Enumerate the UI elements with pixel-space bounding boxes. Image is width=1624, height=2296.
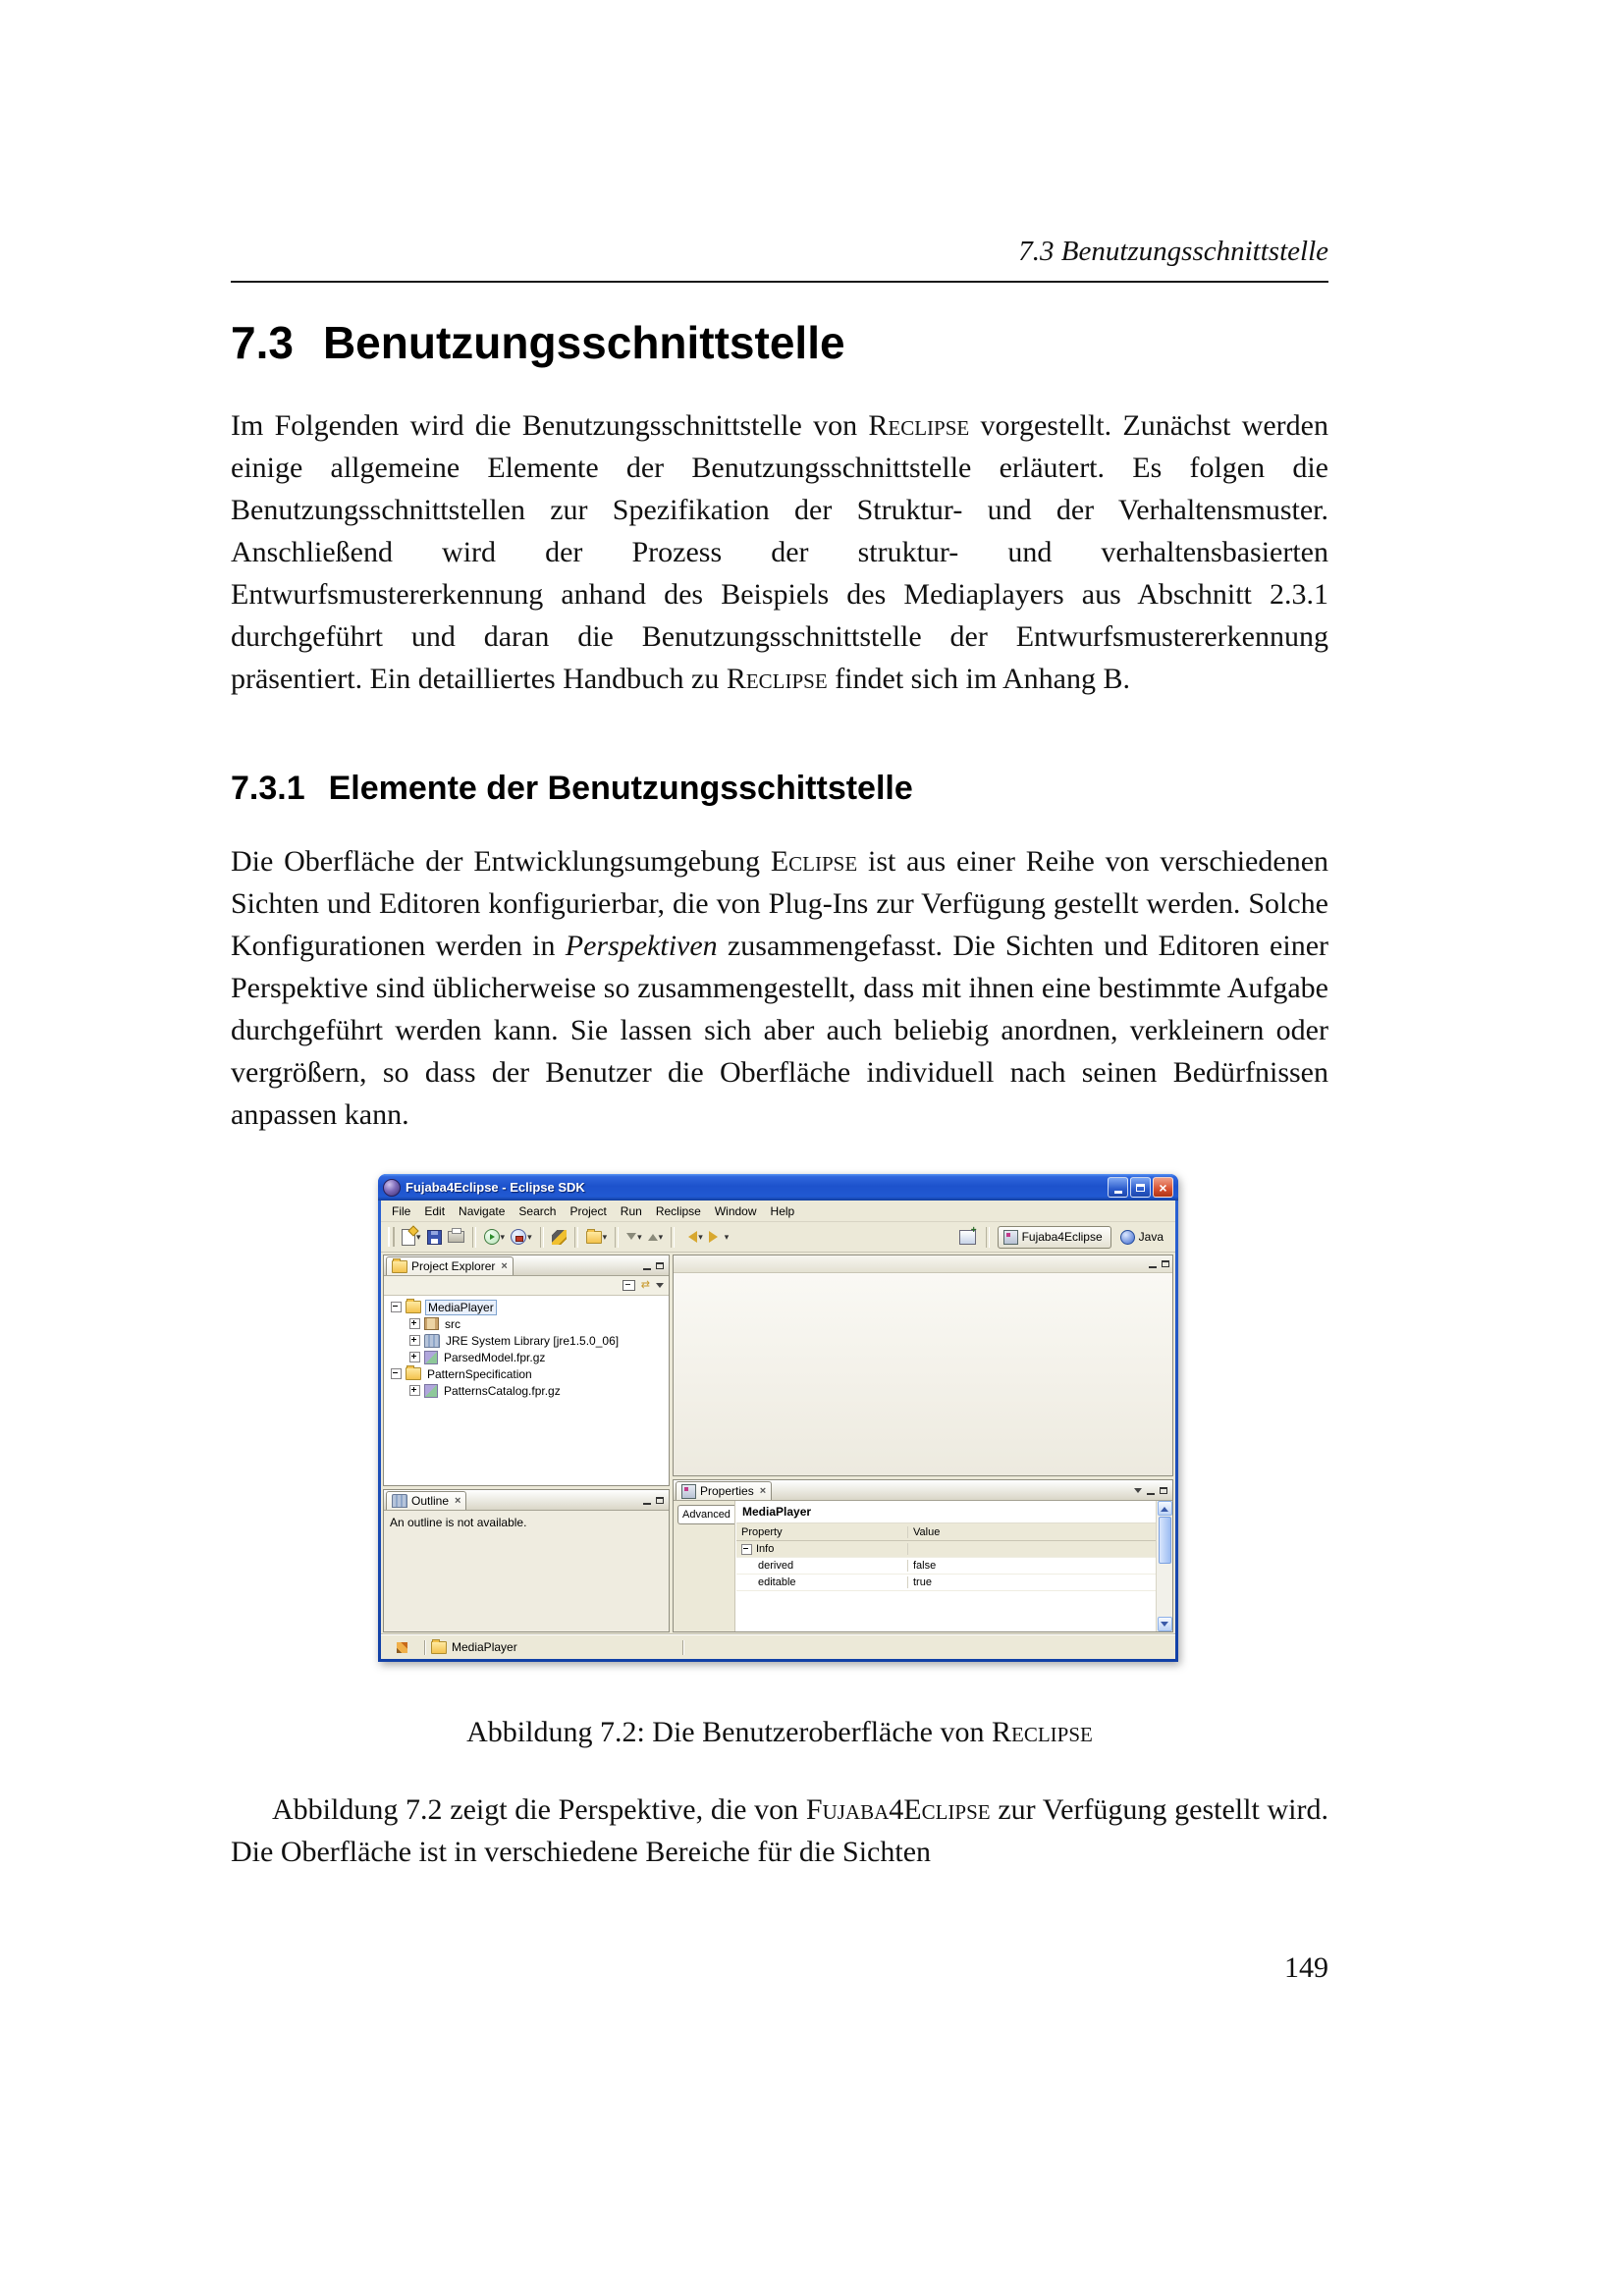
external-tools-icon xyxy=(511,1229,526,1245)
property-value: false xyxy=(913,1560,937,1572)
perspective-button-java[interactable] xyxy=(1115,1227,1171,1248)
figure-caption: Abbildung 7.2: Die Benutzeroberfläche von Reclipse xyxy=(466,1716,1093,1748)
model-file-icon xyxy=(424,1384,438,1398)
panel-maximize-icon[interactable] xyxy=(1160,1487,1167,1494)
previous-annotation-icon xyxy=(648,1229,658,1241)
close-button[interactable]: × xyxy=(1153,1177,1173,1198)
main-toolbar xyxy=(381,1222,1175,1253)
menu-file[interactable]: File xyxy=(392,1203,411,1218)
perspective-label: Fujaba4Eclipse xyxy=(1021,1230,1103,1244)
paragraph-closing: Abbildung 7.2 zeigt die Perspektive, die von Fujaba4Eclipse zur Verfügung gestellt wird. Die Oberfläche ist in verschiedene Bereiche für die Sichten xyxy=(231,1793,1328,1868)
right-column xyxy=(673,1255,1173,1632)
model-file-icon xyxy=(424,1351,438,1364)
minimize-button[interactable] xyxy=(1108,1177,1128,1198)
eclipse-window xyxy=(378,1174,1178,1662)
tab-properties[interactable] xyxy=(676,1481,772,1500)
properties-title: MediaPlayer xyxy=(736,1501,1156,1523)
running-header: 7.3 Benutzungsschnittstelle xyxy=(1018,236,1328,267)
search-button[interactable] xyxy=(550,1225,568,1249)
back-icon xyxy=(682,1231,697,1243)
properties-content xyxy=(735,1501,1156,1631)
property-row-derived[interactable] xyxy=(736,1558,1156,1575)
tab-advanced[interactable]: Advanced xyxy=(677,1505,734,1524)
subsection-title-text: Elemente der Benutzungsschittstelle xyxy=(328,770,913,807)
link-with-editor-icon[interactable]: ⇄ xyxy=(640,1279,650,1291)
properties-icon xyxy=(681,1484,696,1499)
tree-label[interactable]: PatternsCatalog.fpr.gz xyxy=(444,1383,561,1398)
outline-icon xyxy=(392,1494,407,1508)
tab-outline[interactable] xyxy=(386,1491,466,1510)
status-separator xyxy=(424,1640,425,1655)
java-perspective-icon xyxy=(1120,1230,1135,1245)
open-wizard-icon xyxy=(586,1231,602,1244)
tab-close-icon[interactable]: × xyxy=(501,1259,508,1272)
property-value: true xyxy=(913,1576,932,1588)
open-wizard-button[interactable] xyxy=(584,1225,610,1249)
outline-panel xyxy=(383,1489,670,1632)
collapse-icon[interactable] xyxy=(391,1302,402,1312)
workbench-area xyxy=(381,1253,1175,1634)
panel-minimize-icon[interactable] xyxy=(1147,1493,1155,1495)
subsection-heading xyxy=(231,770,1328,808)
maximize-icon xyxy=(1136,1184,1145,1192)
perspective-switcher xyxy=(957,1225,1171,1249)
print-button[interactable] xyxy=(446,1225,466,1249)
perspective-button-fujaba4eclipse[interactable] xyxy=(998,1226,1111,1249)
empty-editor-surface xyxy=(674,1273,1172,1475)
perspective-label: Java xyxy=(1138,1230,1164,1244)
previous-annotation-button[interactable] xyxy=(646,1225,666,1249)
panel-controls xyxy=(1131,1481,1170,1500)
toolbar-separator xyxy=(615,1227,619,1248)
forward-button[interactable] xyxy=(707,1225,731,1249)
status-resource-label: MediaPlayer xyxy=(452,1640,517,1654)
collapse-all-icon[interactable] xyxy=(623,1280,635,1291)
search-flashlight-icon xyxy=(552,1230,567,1245)
menu-help[interactable]: Help xyxy=(770,1203,795,1218)
open-perspective-icon xyxy=(959,1230,976,1245)
status-folder-icon xyxy=(431,1641,447,1654)
run-button[interactable] xyxy=(482,1225,508,1249)
menu-edit[interactable]: Edit xyxy=(424,1203,446,1218)
toolbar-separator xyxy=(574,1227,578,1248)
header-rule xyxy=(231,281,1328,283)
properties-scrollbar[interactable] xyxy=(1156,1501,1172,1631)
tab-label: Properties xyxy=(700,1484,754,1498)
property-row-info[interactable] xyxy=(736,1541,1156,1558)
properties-tabstrip xyxy=(674,1480,1172,1501)
expand-icon[interactable] xyxy=(409,1352,420,1362)
window-controls xyxy=(1108,1177,1173,1198)
toolbar-separator xyxy=(540,1227,544,1248)
back-button[interactable] xyxy=(680,1225,705,1249)
window-title: Fujaba4Eclipse - Eclipse SDK xyxy=(406,1180,585,1195)
editor-tabstrip xyxy=(674,1255,1172,1273)
tree-item-mediaplayer[interactable] xyxy=(384,1299,669,1315)
expand-icon[interactable] xyxy=(409,1385,420,1396)
toolbar-separator xyxy=(986,1227,990,1248)
status-resource xyxy=(431,1640,677,1654)
menu-run[interactable]: Run xyxy=(620,1203,642,1218)
next-annotation-button[interactable] xyxy=(624,1225,644,1249)
panel-minimize-icon[interactable] xyxy=(1149,1266,1157,1268)
project-explorer-toolbar xyxy=(384,1276,669,1296)
next-annotation-icon xyxy=(626,1233,636,1245)
subsection-number: 7.3.1 xyxy=(231,770,305,807)
tab-project-explorer[interactable] xyxy=(386,1256,514,1275)
fujaba4eclipse-perspective-icon xyxy=(1003,1230,1018,1245)
outline-tabstrip xyxy=(384,1490,669,1511)
library-icon xyxy=(424,1334,440,1348)
window-body xyxy=(381,1201,1175,1659)
left-column xyxy=(383,1255,670,1632)
paragraph-intro: Im Folgenden wird die Benutzungsschnittstelle von Reclipse vorgestellt. Zunächst werden einige allgemeine Elemente der Benutzungsschnittstelle erläutert. Es folgen die Benutzungsschnittstellen zur Spezifikation der Struktur- und der Verhaltensmuster. Anschließend wird der Prozess der struktur- und verhaltensbasierten Entwurfsmustererkennung anhand des Beispiels des Mediaplayers aus Abschnitt 2.3.1 durchgeführt und daran die Benutzungsschnittstelle der Entwurfsmustererkennung präsentiert. Ein detailliertes Handbuch zu Reclipse findet sich im Anhang B. xyxy=(231,409,1328,695)
column-property[interactable]: Property xyxy=(736,1526,908,1538)
eclipse-logo-icon xyxy=(383,1179,401,1197)
status-left-cell xyxy=(385,1642,418,1653)
panel-minimize-icon[interactable] xyxy=(643,1268,651,1270)
print-icon xyxy=(448,1231,464,1243)
project-explorer-tabstrip xyxy=(384,1255,669,1276)
tree-label[interactable]: src xyxy=(445,1316,460,1331)
menu-window[interactable]: Window xyxy=(714,1203,757,1218)
tree-label[interactable]: ParsedModel.fpr.gz xyxy=(444,1350,546,1364)
source-folder-icon xyxy=(424,1317,439,1330)
project-explorer-icon xyxy=(392,1260,407,1273)
menu-search[interactable]: Search xyxy=(518,1203,557,1218)
project-folder-icon xyxy=(406,1301,421,1313)
section-number: 7.3 xyxy=(231,317,294,368)
external-tools-button[interactable] xyxy=(509,1225,534,1249)
menu-navigate[interactable]: Navigate xyxy=(459,1203,506,1218)
section-title-text: Benutzungsschnittstelle xyxy=(322,317,845,368)
properties-table-header xyxy=(736,1523,1156,1541)
properties-panel xyxy=(673,1479,1173,1632)
paragraph-elements: Die Oberfläche der Entwicklungsumgebung Eclipse ist aus einer Reihe von verschiedenen Sichten und Editoren konfigurierbar, die von Plug-Ins zur Verfügung gestellt werden. Solche Konfigurationen werden in Perspektiven zusammengefasst. Die Sichten und Editoren einer Perspektive sind üblicherweise so zusammengestellt, dass mit ihnen eine bestimmte Aufgabe durchgeführt werden kann. Sie lassen sich aber auch beliebig anordnen, verkleinern oder vergrößern, so dass der Benutzer die Oberfläche individuell nach seinen Bedürfnissen anpassen kann. xyxy=(231,845,1329,1131)
view-menu-icon[interactable] xyxy=(1134,1488,1142,1497)
tree-label[interactable]: MediaPlayer xyxy=(425,1300,497,1315)
property-name: editable xyxy=(736,1576,908,1588)
tab-close-icon[interactable]: × xyxy=(455,1494,461,1507)
maximize-button[interactable] xyxy=(1130,1177,1151,1198)
tree-item-src[interactable] xyxy=(384,1315,669,1332)
project-explorer-tree xyxy=(384,1296,669,1485)
panel-controls xyxy=(640,1256,667,1275)
toolbar-grip[interactable] xyxy=(388,1227,395,1247)
collapse-icon[interactable] xyxy=(741,1544,752,1555)
properties-body xyxy=(674,1501,1172,1631)
open-perspective-button[interactable] xyxy=(957,1225,978,1249)
tab-close-icon[interactable]: × xyxy=(759,1484,767,1497)
new-wizard-icon xyxy=(402,1229,415,1246)
collapse-icon[interactable] xyxy=(391,1368,402,1379)
expand-icon[interactable] xyxy=(409,1335,420,1346)
save-icon xyxy=(427,1230,442,1245)
toolbar-separator xyxy=(671,1227,675,1248)
menu-bar xyxy=(381,1201,1175,1222)
tree-item-jre-system-library[interactable] xyxy=(384,1332,669,1349)
property-name: derived xyxy=(736,1560,908,1572)
status-bar xyxy=(381,1634,1175,1659)
tree-label[interactable]: JRE System Library [jre1.5.0_06] xyxy=(446,1333,620,1348)
panel-maximize-icon[interactable] xyxy=(656,1262,664,1269)
panel-minimize-icon[interactable] xyxy=(643,1503,651,1505)
tab-label: Outline xyxy=(411,1494,450,1508)
project-explorer-panel xyxy=(383,1255,670,1486)
panel-controls xyxy=(640,1491,667,1510)
scroll-up-icon[interactable] xyxy=(1158,1501,1172,1516)
property-name: Info xyxy=(756,1543,775,1555)
scroll-down-icon[interactable] xyxy=(1158,1617,1172,1631)
editor-area[interactable] xyxy=(673,1255,1173,1476)
window-titlebar[interactable] xyxy=(378,1174,1178,1201)
outline-message: An outline is not available. xyxy=(390,1516,527,1529)
project-folder-icon xyxy=(406,1367,421,1380)
properties-side-tabs xyxy=(674,1501,735,1631)
tree-item-patternscatalog[interactable] xyxy=(384,1382,669,1399)
panel-controls xyxy=(1146,1260,1172,1268)
new-wizard-button[interactable] xyxy=(400,1225,423,1249)
expand-icon[interactable] xyxy=(409,1318,420,1329)
panel-maximize-icon[interactable] xyxy=(656,1497,664,1504)
view-menu-icon[interactable] xyxy=(656,1283,664,1292)
tree-label[interactable]: PatternSpecification xyxy=(427,1366,532,1381)
scroll-thumb[interactable] xyxy=(1159,1517,1171,1564)
run-icon xyxy=(484,1229,500,1245)
tree-item-parsedmodel[interactable] xyxy=(384,1349,669,1365)
status-left-icon xyxy=(397,1642,407,1653)
page-number: 149 xyxy=(1284,1951,1328,1984)
status-separator xyxy=(682,1640,683,1655)
forward-icon xyxy=(709,1231,724,1243)
menu-reclipse[interactable]: Reclipse xyxy=(655,1203,701,1218)
tab-label: Project Explorer xyxy=(411,1259,496,1273)
menu-project[interactable]: Project xyxy=(569,1203,607,1218)
property-row-editable[interactable] xyxy=(736,1575,1156,1591)
panel-maximize-icon[interactable] xyxy=(1162,1260,1169,1267)
section-heading xyxy=(231,316,1328,369)
save-button[interactable] xyxy=(425,1225,444,1249)
toolbar-separator xyxy=(472,1227,476,1248)
minimize-icon xyxy=(1114,1191,1122,1194)
tree-item-patternspecification[interactable] xyxy=(384,1365,669,1382)
column-value[interactable]: Value xyxy=(913,1525,941,1538)
